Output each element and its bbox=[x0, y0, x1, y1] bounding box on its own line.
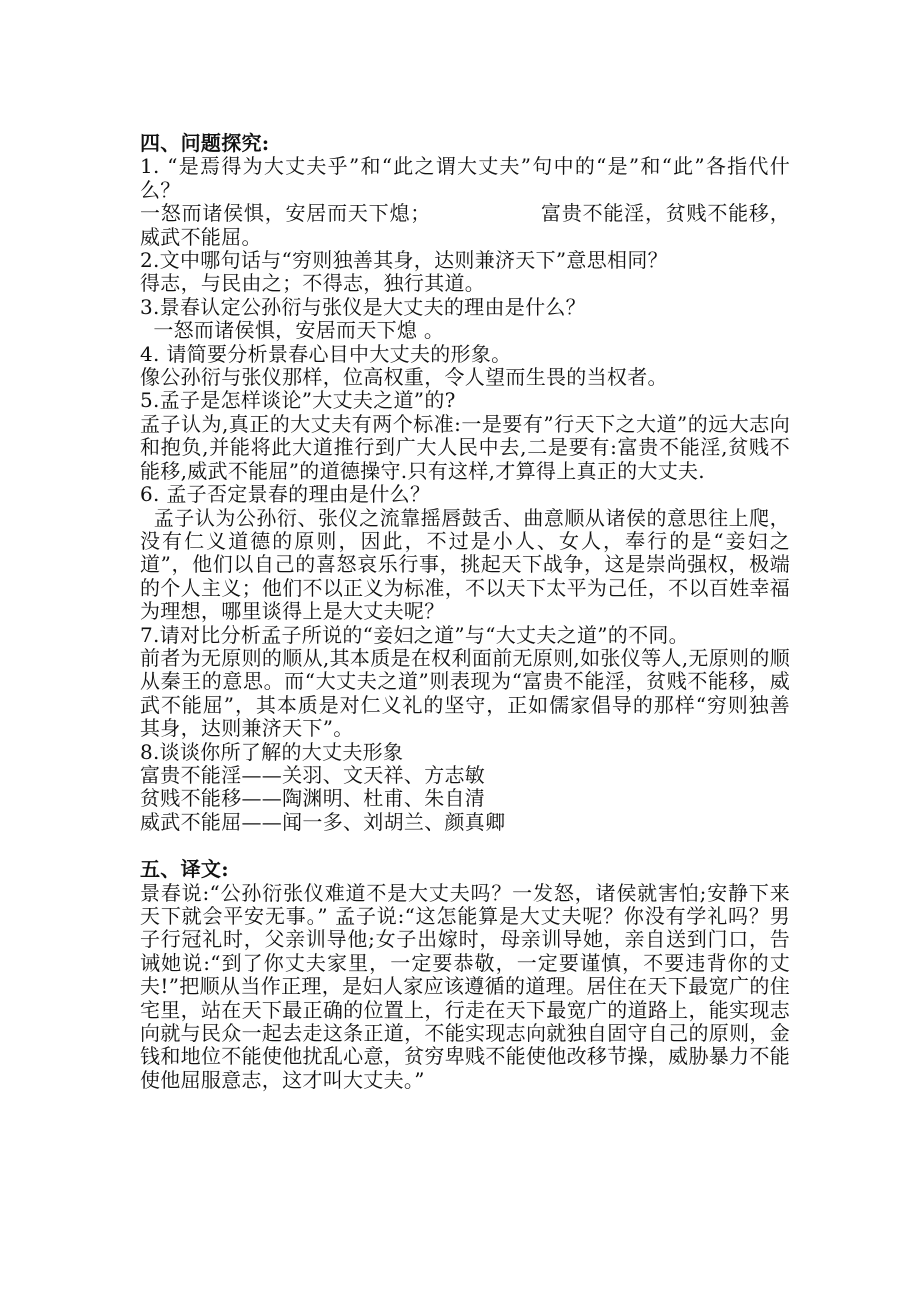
question-6: 6. 孟子否定景春的理由是什么？ bbox=[140, 482, 431, 507]
answer-6: 孟子认为公孙衍、张仪之流靠摇唇鼓舌、曲意顺从诸侯的意思往上爬，没有仁义道德的原则，因此，不过是小人、女人，奉行的是“妾妇之道”，他们以自己的喜怒哀乐行事，挑起天下战争，这是崇尚强权，极端的个人主义；他们不以正义为标准，不以天下太平为己任，不以百姓幸福为理想，哪里谈得上是大丈夫呢？ bbox=[140, 505, 790, 624]
question-2: 2.文中哪句话与“穷则独善其身，达则兼济天下”意思相同？ bbox=[140, 248, 668, 273]
question-7: 7.请对比分析孟子所说的“妾妇之道”与“大丈夫之道”的不同。 bbox=[140, 622, 689, 647]
answer-3: 一怒而诸侯惧，安居而天下熄 。 bbox=[140, 318, 445, 343]
answer-2: 得志，与民由之；不得志，独行其道。 bbox=[140, 271, 486, 296]
question-3: 3.景春认定公孙衍与张仪是大丈夫的理由是什么？ bbox=[140, 294, 586, 319]
answer-8-line-1: 富贵不能淫——关羽、文天祥、方志敏 bbox=[140, 762, 486, 787]
question-5: 5.孟子是怎样谈论”大丈夫之道”的? bbox=[140, 388, 456, 413]
answer-4: 像公孙衍与张仪那样，位高权重，令人望而生畏的当权者。 bbox=[140, 365, 668, 390]
question-1: 1. “是焉得为大丈夫乎”和“此之谓大丈夫”句中的“是”和“此”各指代什么？ bbox=[140, 154, 790, 202]
answer-8-line-3: 威武不能屈——闻一多、刘胡兰、颜真卿 bbox=[140, 809, 506, 834]
question-4: 4. 请简要分析景春心目中大丈夫的形象。 bbox=[140, 341, 512, 366]
section-gap bbox=[140, 834, 790, 858]
section-heading-translation: 五、译文: bbox=[140, 857, 229, 882]
answer-1-part-b: 富贵不能淫，贫贱不能移，威武不能屈。 bbox=[140, 201, 790, 249]
answer-8-line-2: 贫贱不能移——陶渊明、杜甫、朱自清 bbox=[140, 786, 486, 811]
section-heading-inquiry: 四、问题探究: bbox=[140, 131, 270, 155]
document-page bbox=[140, 132, 790, 1092]
answer-5: 孟子认为,真正的大丈夫有两个标准:一是要有”行天下之大道”的远大志向和抱负,并能将此大道推行到广大人民中去,二是要有:富贵不能淫,贫贱不能移,威武不能屈”的道德操守.只有这样,才算得上真正的大丈夫. bbox=[140, 411, 790, 483]
answer-1-part-a: 一怒而诸侯惧，安居而天下熄； bbox=[140, 201, 431, 226]
question-8: 8.谈谈你所了解的大丈夫形象 bbox=[140, 739, 404, 764]
translation-body: 景春说:“公孙衍张仪难道不是大丈夫吗？一发怒，诸侯就害怕;安静下来天下就会平安无事。” 孟子说:“这怎能算是大丈夫呢？你没有学礼吗？男子行冠礼时，父亲训导他;女子出嫁时，母亲训导她，亲自送到门口，告诫她说:“到了你丈夫家里，一定要恭敬，一定要谨慎，不要违背你的丈夫!”把顺从当作正理，是妇人家应该遵循的道理。居住在天下最宽广的住宅里，站在天下最正确的位置上，行走在天下最宽广的道路上，能实现志向就与民众一起去走这条正道，不能实现志向就独自固守自己的原则，金钱和地位不能使他扰乱心意，贫穷卑贱不能使他改移节操，威胁暴力不能使他屈服意志，这才叫大丈夫。” bbox=[140, 880, 790, 1092]
answer-1 bbox=[140, 202, 790, 249]
answer-7: 前者为无原则的顺从,其本质是在权利面前无原则,如张仪等人,无原则的顺从秦王的意思。而“大丈夫之道”则表现为“富贵不能淫，贫贱不能移，威武不能屈”，其本质是对仁义礼的坚守，正如儒家倡导的那样“穷则独善其身，达则兼济天下”。 bbox=[140, 645, 790, 741]
